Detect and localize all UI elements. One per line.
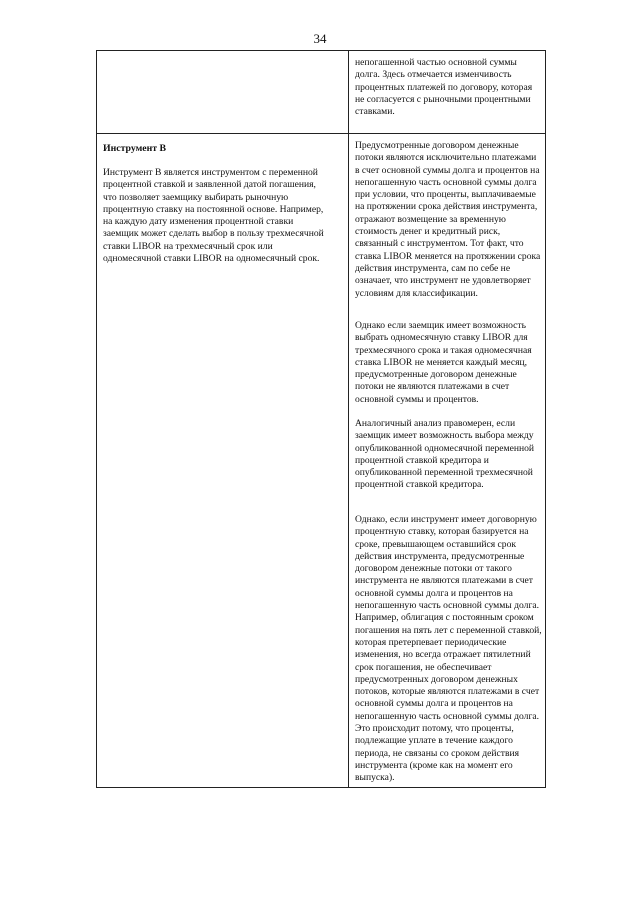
analysis-paragraph-4: Однако, если инструмент имеет договорную процентную ставку, которая базируется на сроке, превышающем оставшийся срок действия инструмента, предусмотренные договором денежные потоки от такого инструмента не являются платежами в счет основной суммы долга и процентов на непогашенную часть основной суммы долга. Например, облигация с постоянным сроком погашения на пять лет с переменной ставкой, которая претерпевает периодические изменения, но всегда отражает пятилетний срок погашения, не обеспечивает предусмотренных договором денежных потоков, которые являются платежами в счет основной суммы долга и процентов на непогашенную часть основной суммы долга. Это происходит потому, что проценты, подлежащие уплате в течение каждого периода, не связаны со сроком действия инструмента (кроме как на момент его выпуска). [355,514,542,784]
page-number: 34 [313,31,327,46]
analysis-paragraph-1: Предусмотренные договором денежные потоки являются исключительно платежами в счет основной суммы долга и процентов на непогашенную часть основной суммы долга при условии, что проценты, выплачиваемые на протяжении срока действия инструмента, отражают возмещение за временную стоимость денег и кредитный риск, связанный с инструментом. Тот факт, что ставка LIBOR меняется на протяжении срока действия инструмента, сам по себе не означает, что инструмент не удовлетворяет условиям для классификации. [355,140,541,299]
column-divider [348,51,349,787]
analysis-paragraph-2: Однако если заемщик имеет возможность выбрать одномесячную ставку LIBOR для трехмесячного срока и такая одномесячная ставка LIBOR не меняется каждый месяц, предусмотренные договором денежные потоки не являются платежами в счет основной суммы и процентов. [355,320,532,405]
instrument-b-description: Инструмент B является инструментом с переменной процентной ставкой и заявленной датой погашения, что позволяет заемщику выбирать рыночную процентную ставку на постоянной основе. Например, на каждую дату изменения процентной ставки заемщик может сделать выбор в пользу трехмесячной ставки LIBOR на трехмесячный срок или одномесячной ставки LIBOR на одномесячный срок. [103,167,324,265]
row-divider [97,133,545,134]
analysis-paragraph-3: Аналогичный анализ правомерен, если заемщик имеет возможность выбора между опубликованной одномесячной переменной процентной ставкой кредитора и опубликованной переменной трехмесячной процентной ставкой кредитора. [355,418,535,491]
top-row-right-text: непогашенной частью основной суммы долга. Здесь отмечается изменчивость процентных платежей по договору, которая не согласуется с рыночными процентными ставками. [355,57,533,118]
instrument-b-title: Инструмент B [103,143,167,154]
document-table [96,50,546,788]
